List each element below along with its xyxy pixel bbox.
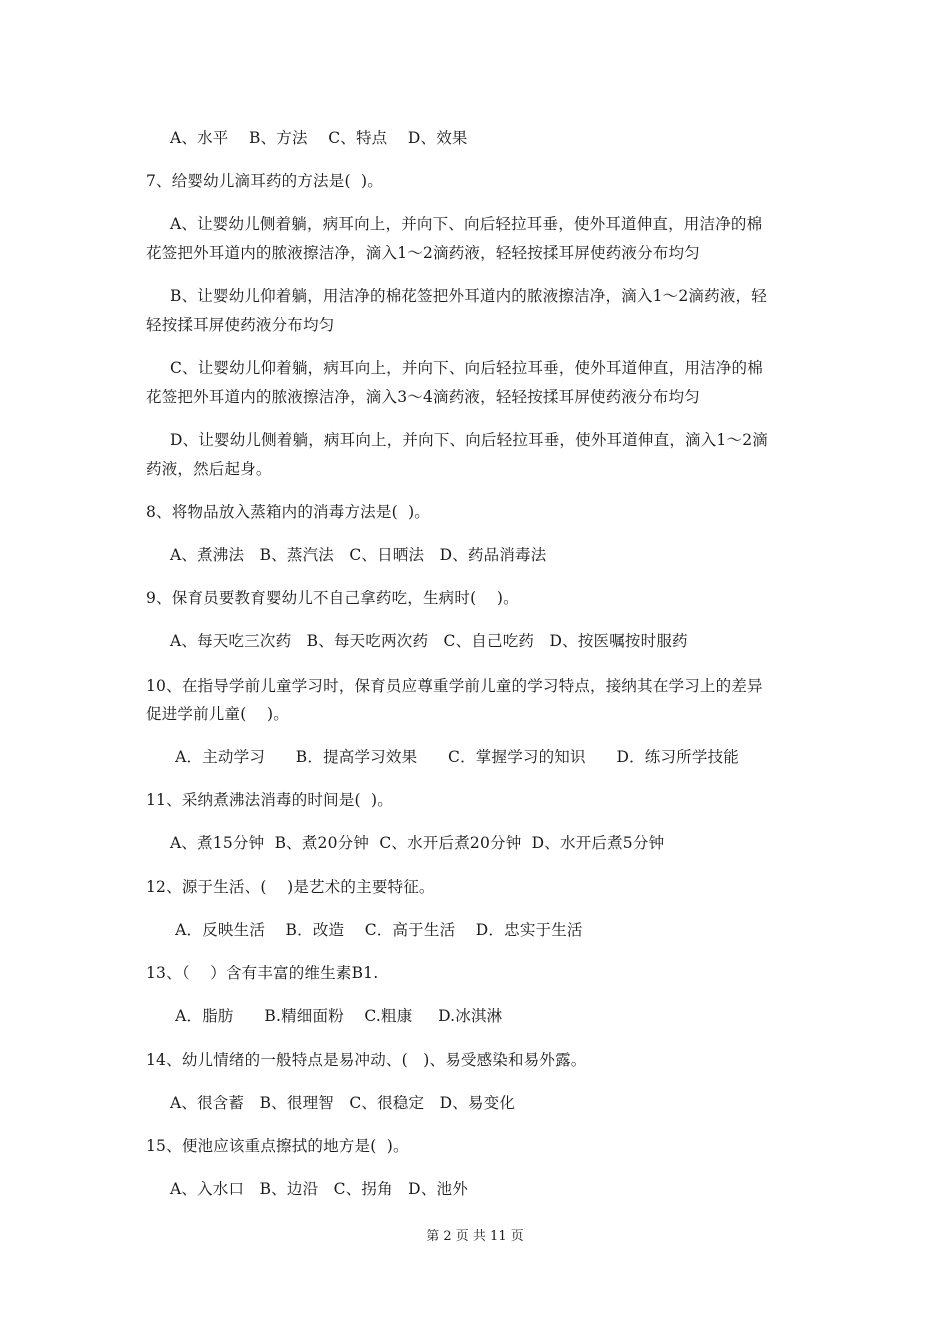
q7-option-a-line2: 花签把外耳道内的脓液擦洁净，滴入1～2滴药液，轻轻按揉耳屏使药液分布均匀 xyxy=(146,244,700,262)
q11-options: A、煮15分钟 B、煮20分钟 C、水开后煮20分钟 D、水开后煮5分钟 xyxy=(170,834,665,852)
q10-question-line1: 10、在指导学前儿童学习时，保育员应尊重学前儿童的学习特点，接纳其在学习上的差异 xyxy=(146,677,763,695)
q7-option-b-line2: 轻按揉耳屏使药液分布均匀 xyxy=(146,316,335,334)
q7-option-c-line1: C、让婴幼儿仰着躺，病耳向上，并向下、向后轻拉耳垂，使外耳道伸直，用洁净的棉 xyxy=(170,359,763,377)
q10-question-line2: 促进学前儿童( )。 xyxy=(146,705,289,723)
q14-options: A、很含蓄 B、很理智 C、很稳定 D、易变化 xyxy=(170,1094,516,1112)
q12-options: A．反映生活 B．改造 C．高于生活 D．忠实于生活 xyxy=(170,921,583,939)
q10-options: A．主动学习 B．提高学习效果 C．掌握学习的知识 D．练习所学技能 xyxy=(170,748,739,766)
q8-question: 8、将物品放入蒸箱内的消毒方法是( )。 xyxy=(146,503,431,521)
q7-option-b-line1: B、让婴幼儿仰着躺，用洁净的棉花签把外耳道内的脓液擦洁净，滴入1～2滴药液，轻 xyxy=(170,287,767,305)
q15-options: A、入水口 B、边沿 C、拐角 D、池外 xyxy=(170,1180,468,1198)
q7-option-a-line1: A、让婴幼儿侧着躺，病耳向上，并向下、向后轻拉耳垂，使外耳道伸直，用洁净的棉 xyxy=(170,215,763,233)
q12-question: 12、源于生活、( )是艺术的主要特征。 xyxy=(146,878,435,896)
q9-options: A、每天吃三次药 B、每天吃两次药 C、自己吃药 D、按医嘱按时服药 xyxy=(170,632,688,650)
page-footer: 第 2 页 共 11 页 xyxy=(426,1229,524,1244)
q7-option-c-line2: 花签把外耳道内的脓液擦洁净，滴入3～4滴药液，轻轻按揉耳屏使药液分布均匀 xyxy=(146,388,700,406)
q7-question: 7、给婴幼儿滴耳药的方法是( )。 xyxy=(146,172,383,190)
q8-options: A、煮沸法 B、蒸汽法 C、日晒法 D、药品消毒法 xyxy=(170,546,547,564)
q9-question: 9、保育员要教育婴幼儿不自己拿药吃，生病时( )。 xyxy=(146,589,519,607)
q7-option-d-line1: D、让婴幼儿侧着躺，病耳向上，并向下、向后轻拉耳垂，使外耳道伸直，滴入1～2滴 xyxy=(170,431,768,449)
q14-question: 14、幼儿情绪的一般特点是易冲动、( )、易受感染和易外露。 xyxy=(146,1051,587,1069)
q13-question: 13、（ ）含有丰富的维生素B1. xyxy=(146,964,379,982)
q13-options: A．脂肪 B.精细面粉 C.粗康 D.冰淇淋 xyxy=(170,1007,503,1025)
q6-options: A、水平 B、方法 C、特点 D、效果 xyxy=(170,129,468,147)
q15-question: 15、便池应该重点擦拭的地方是( )。 xyxy=(146,1137,409,1155)
q11-question: 11、采纳煮沸法消毒的时间是( )。 xyxy=(146,791,393,809)
q7-option-d-line2: 药液，然后起身。 xyxy=(146,460,272,478)
